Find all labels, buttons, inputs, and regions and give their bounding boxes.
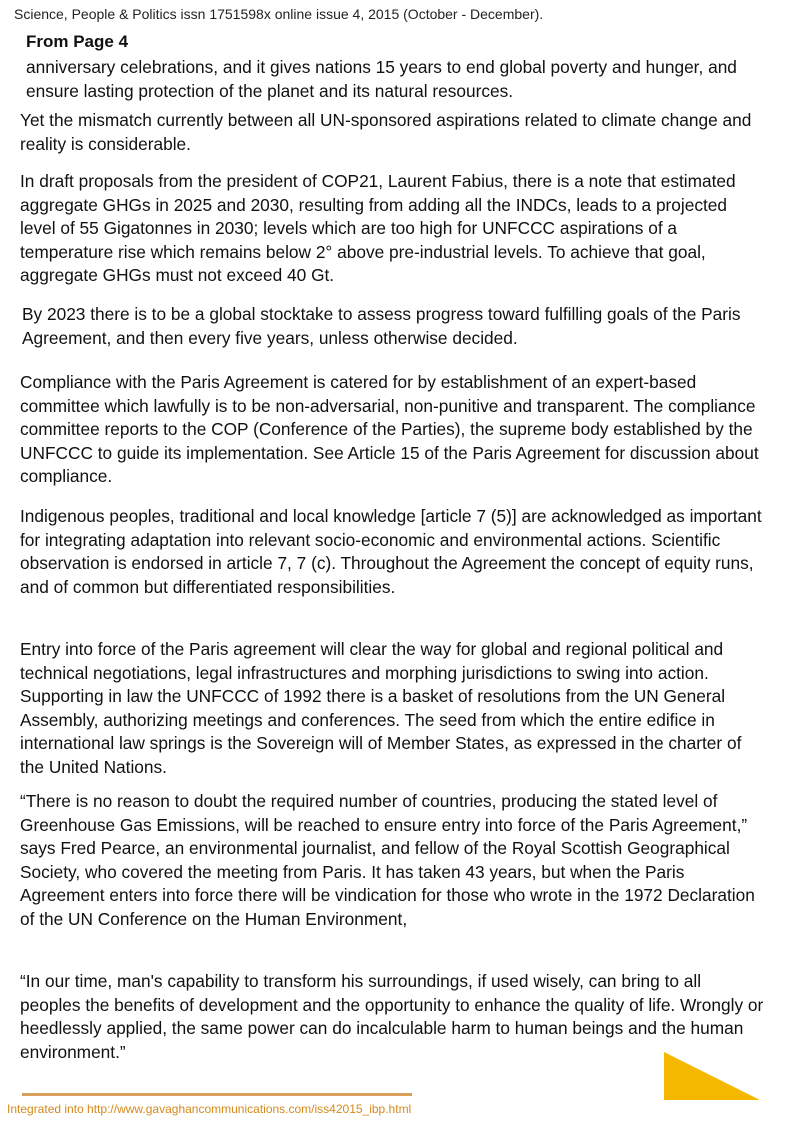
integrated-link[interactable]: Integrated into http://www.gavaghancommunications.com/iss42015_ibp.html xyxy=(7,1102,412,1116)
paragraph-continuation: anniversary celebrations, and it gives nations 15 years to end global poverty and hunger, and ensure lasting protection of the planet and its natural resources. xyxy=(26,57,737,101)
paragraph-mismatch: Yet the mismatch currently between all UN-sponsored aspirations related to climate change and reality is considerable. xyxy=(20,110,752,154)
paragraph-pearce-quote: “There is no reason to doubt the required number of countries, producing the stated level of Greenhouse Gas Emissions, will be reached to ensure entry into force of the Paris Agreement,” says Fred Pearce, an environmental journalist, and fellow of the Royal Scottish Geographical Society, who covered the meeting from Paris. It has taken 43 years, but when the Paris Agreement enters into force there will be vindication for those who wrote in the 1972 Declaration of the UN Conference on the Human Environment, xyxy=(20,791,755,929)
paragraph-indigenous: Indigenous peoples, traditional and local knowledge [article 7 (5)] are acknowledged as important for integrating adaptation into relevant socio-economic and environmental actions. Scientific observation is endorsed in article 7, 7 (c). Throughout the Agreement the concept of equity runs, and of common but differentiated responsibilities. xyxy=(20,506,762,597)
paragraph-entry-into-force: Entry into force of the Paris agreement will clear the way for global and regional political and technical negotiations, legal infrastructures and morphing jurisdictions to swing into action. Supporting in law the UNFCCC of 1992 there is a basket of resolutions from the UN General Assembly, authorizing meetings and conferences. The seed from which the entire edifice in international law springs is the Sovereign will of Member States, as expressed in the charter of the United Nations. xyxy=(20,639,742,777)
journal-header: Science, People & Politics issn 1751598x online issue 4, 2015 (October - December). xyxy=(14,6,544,22)
paragraph-declaration-quote: “In our time, man's capability to transform his surroundings, if used wisely, can bring to all peoples the benefits of development and the opportunity to enhance the quality of life. Wrongly or heedlessly applied, the same power can do incalculable harm to human beings and the human environment.” xyxy=(20,971,764,1062)
paragraph-stocktake: By 2023 there is to be a global stocktake to assess progress toward fulfilling goals of the Paris Agreement, and then every five years, unless otherwise decided. xyxy=(22,304,741,348)
next-page-triangle-icon[interactable] xyxy=(662,1052,762,1100)
footer-divider xyxy=(22,1093,412,1096)
from-page-label: From Page 4 xyxy=(26,32,129,51)
paragraph-compliance: Compliance with the Paris Agreement is catered for by establishment of an expert-based committee which lawfully is to be non-adversarial, non-punitive and transparent. The compliance committee reports to the COP (Conference of the Parties), the supreme body established by the UNFCCC to guide its implementation. See Article 15 of the Paris Agreement for discussion about compliance. xyxy=(20,372,759,487)
paragraph-draft-proposals: In draft proposals from the president of COP21, Laurent Fabius, there is a note that estimated aggregate GHGs in 2025 and 2030, resulting from adding all the INDCs, leads to a projected level of 55 Gigatonnes in 2030; levels which are too high for UNFCCC aspirations of a temperature rise which remains below 2° above pre-industrial levels. To achieve that goal, aggregate GHGs must not exceed 40 Gt. xyxy=(20,171,736,286)
